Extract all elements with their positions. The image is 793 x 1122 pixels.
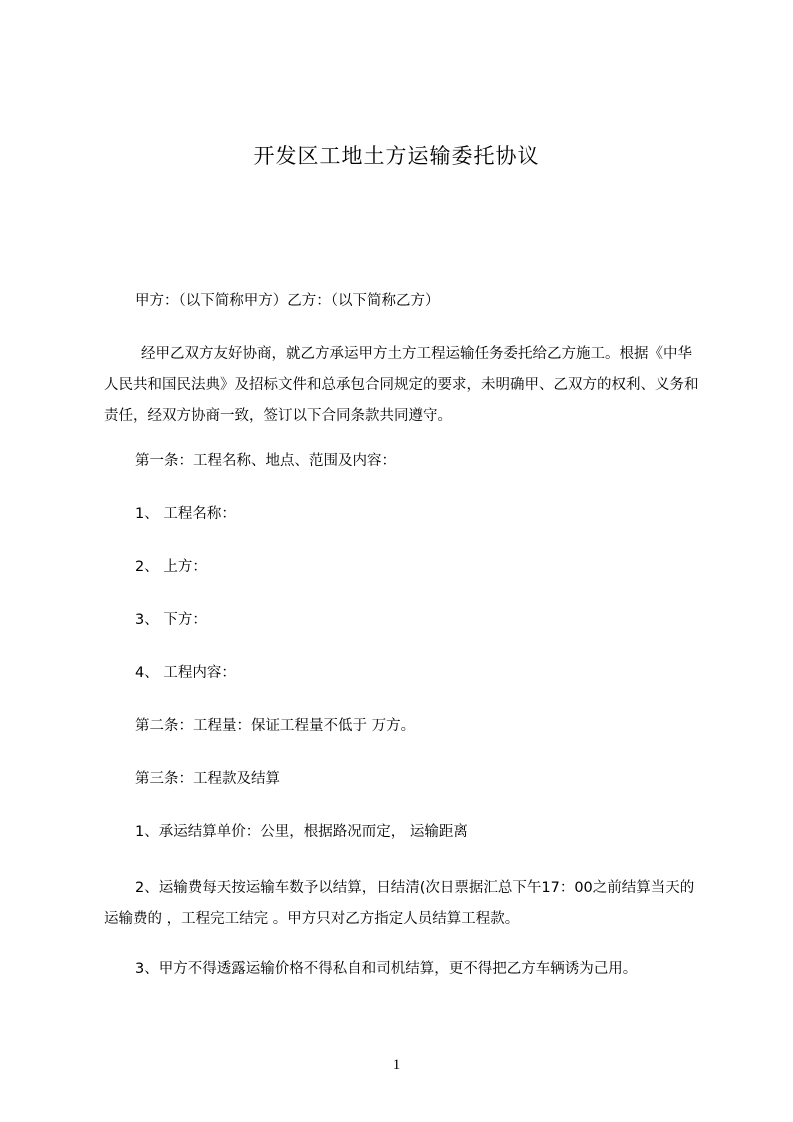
article-1-heading: 第一条：工程名称、地点、范围及内容： (135, 453, 396, 469)
article-3-heading: 第三条：工程款及结算 (135, 771, 280, 787)
article-2-quantity: 第二条：工程量：保证工程量不低于 万方。 (135, 718, 416, 734)
clause-daily-settlement: 2、运输费每天按运输车数予以结算，日结清(次日票据汇总下午17：00之前结算当天的运输费的 ，工程完工结完 。甲方只对乙方指定人员结算工程款。 (104, 880, 695, 927)
clause-price-confidentiality: 3、甲方不得透露运输价格不得私自和司机结算，更不得把乙方车辆诱为己用。 (135, 961, 638, 977)
document-title: 开发区工地土方运输委托协议 (253, 144, 540, 168)
item-project-name: 1、 工程名称： (135, 506, 236, 522)
item-lower-party: 3、 下方： (135, 612, 207, 628)
intro-paragraph: 经甲乙双方友好协商，就乙方承运甲方土方工程运输任务委托给乙方施工。根据《中华人民共和国民法典》及招标文件和总承包合同规定的要求，未明确甲、乙双方的权利、义务和责任，经双方协商一致，签订以下合同条款共同遵守。 (104, 346, 699, 424)
item-project-content: 4、 工程内容： (135, 665, 236, 681)
item-upper-party: 2、 上方： (135, 559, 207, 575)
page-number: 1 (392, 1057, 401, 1073)
clause-unit-price: 1、承运结算单价：公里，根据路况而定， 运输距离 (135, 824, 468, 840)
parties-line: 甲方：（以下简称甲方）乙方：（以下简称乙方） (135, 293, 440, 309)
